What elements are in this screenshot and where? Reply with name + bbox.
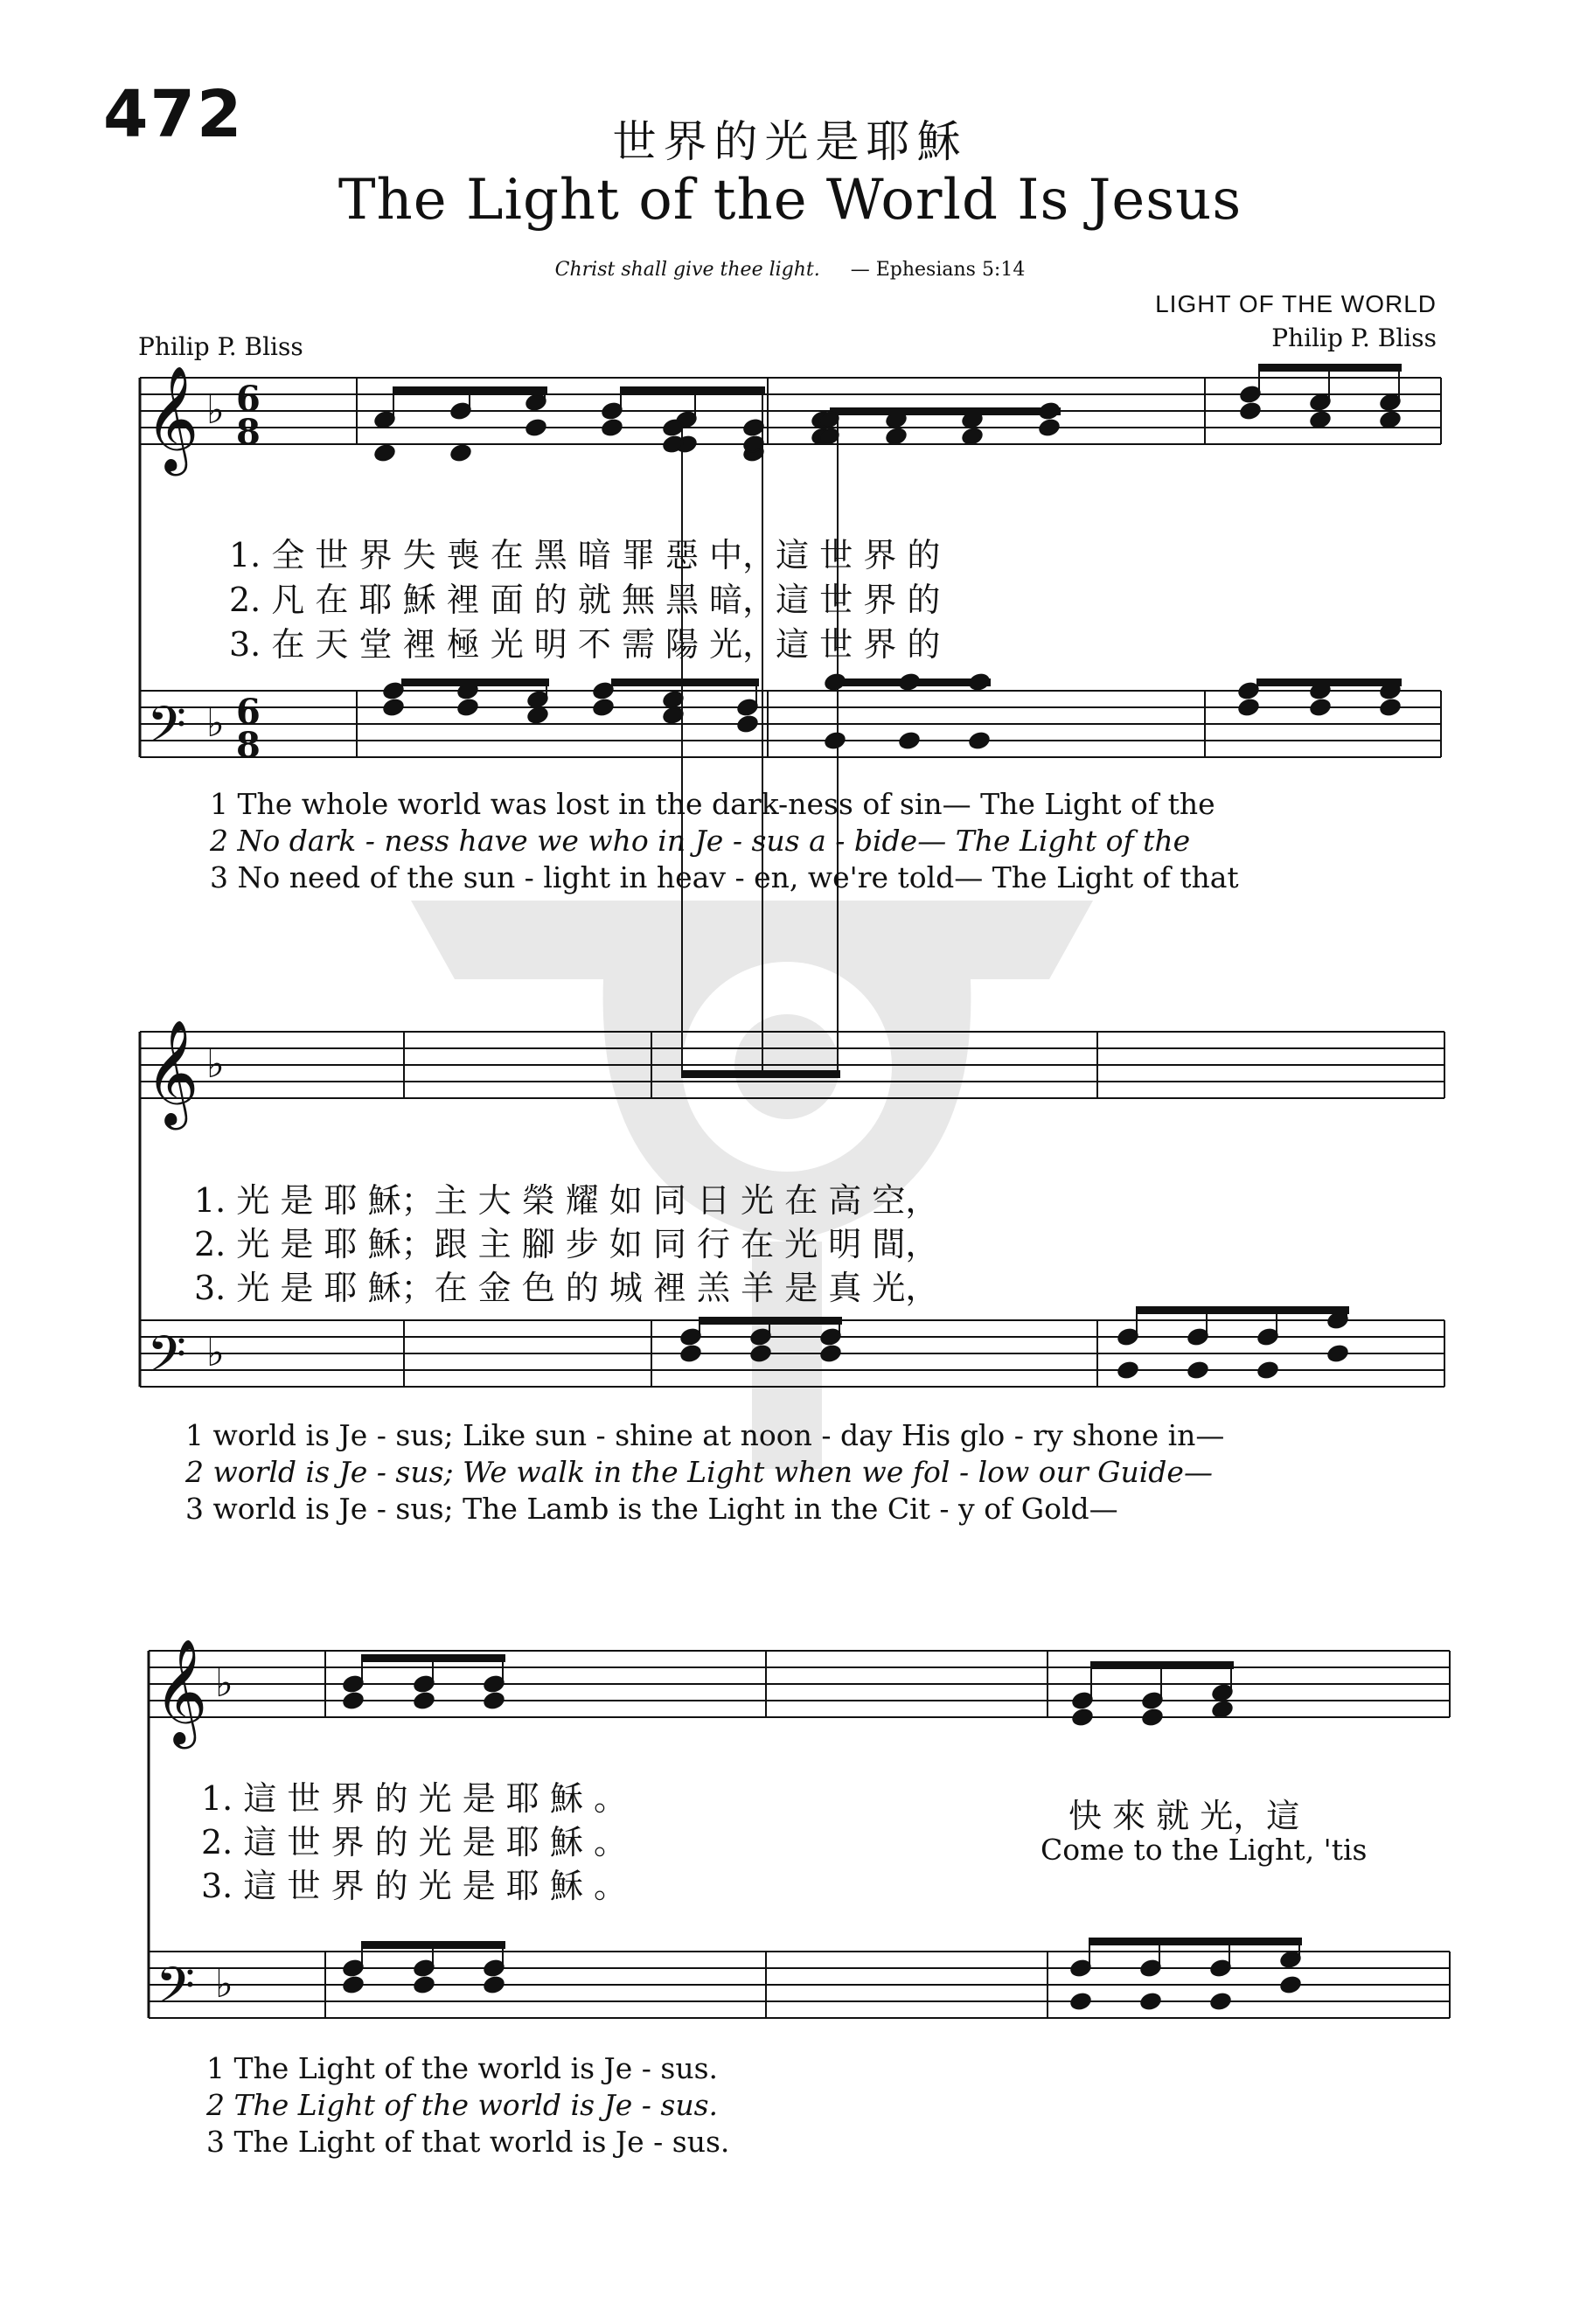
system-2-en-verse-2: 2 world is Je - sus; We walk in the Light when we fol - low our Guide— bbox=[185, 1455, 1213, 1489]
system-2-treble-staff bbox=[140, 1032, 1444, 1098]
treble-clef-icon: 𝄞 bbox=[154, 1638, 208, 1744]
note-beam bbox=[1089, 1938, 1301, 1945]
note-head bbox=[413, 1691, 435, 1711]
note-beam bbox=[700, 1318, 841, 1324]
note-head bbox=[819, 1344, 842, 1364]
note-head bbox=[1379, 698, 1402, 718]
note-head bbox=[1069, 1992, 1092, 2012]
note-head bbox=[736, 714, 759, 734]
note-beam bbox=[402, 679, 548, 685]
system-1-en-verse-2: 2 No dark - ness have we who in Je - sus a - bide— The Light of the bbox=[210, 824, 1191, 858]
system-2-zh-verse-3: 3. 光 是 耶 穌；在 金 色 的 城 裡 羔 羊 是 真 光， bbox=[194, 1269, 939, 1307]
note-head bbox=[342, 1975, 365, 1995]
system-1-en-verse-1: 1 The whole world was lost in the dark-ness of sin— The Light of the bbox=[210, 787, 1215, 821]
note-head bbox=[1309, 410, 1332, 430]
note-head bbox=[1326, 1344, 1349, 1364]
note-head bbox=[449, 443, 472, 463]
note-head bbox=[968, 731, 991, 751]
system-2-zh-verse-1: 1. 光 是 耶 穌；主 大 榮 耀 如 同 日 光 在 高 空， bbox=[194, 1181, 939, 1220]
note-head bbox=[1117, 1360, 1139, 1381]
note-head bbox=[1256, 1360, 1279, 1381]
system-1-zh-verse-2: 2. 凡 在 耶 穌 裡 面 的 就 無 黑 暗，這 世 界 的 bbox=[229, 581, 941, 619]
system-1-en-verse-3: 3 No need of the sun - light in heav - en, we're told— The Light of that bbox=[210, 860, 1239, 894]
system-3-zh-refrain: 快 來 就 光，這 bbox=[1068, 1797, 1300, 1835]
note-head bbox=[824, 731, 846, 751]
note-head bbox=[483, 1975, 505, 1995]
note-beam bbox=[621, 387, 764, 393]
system-2-en-verse-1: 1 world is Je - sus; Like sun - shine at noon - day His glo - ry shone in— bbox=[185, 1418, 1225, 1452]
note-head bbox=[1379, 410, 1402, 430]
note-beam bbox=[1259, 365, 1401, 371]
note-beam bbox=[1137, 1307, 1348, 1313]
note-head bbox=[525, 418, 547, 438]
author-credit: Philip P. Bliss bbox=[138, 332, 303, 361]
flat-icon: ♭ bbox=[206, 388, 225, 433]
scripture-citation: — Ephesians 5:14 bbox=[850, 259, 1026, 281]
note-head bbox=[413, 1975, 435, 1995]
note-head bbox=[526, 706, 549, 726]
note-head bbox=[1139, 1992, 1162, 2012]
note-head bbox=[382, 698, 405, 718]
note-head bbox=[1309, 698, 1332, 718]
note-head bbox=[679, 1344, 702, 1364]
flat-icon: ♭ bbox=[215, 1962, 233, 2007]
note-head bbox=[1187, 1360, 1209, 1381]
note-head bbox=[483, 1691, 505, 1711]
note-head bbox=[373, 443, 396, 463]
system-2-bass-staff bbox=[140, 1320, 1444, 1387]
system-3-en-verse-2: 2 The Light of the world is Je - sus. bbox=[206, 2088, 719, 2122]
note-beam bbox=[362, 1655, 505, 1661]
note-beam bbox=[1091, 1662, 1233, 1668]
note-beam bbox=[844, 679, 990, 685]
note-head bbox=[885, 427, 908, 447]
flat-icon: ♭ bbox=[206, 1042, 225, 1087]
system-3-zh-verse-1: 1. 這 世 界 的 光 是 耶 穌 。 bbox=[201, 1779, 627, 1818]
time-signature-top: 6 bbox=[236, 379, 261, 420]
flat-icon: ♭ bbox=[215, 1661, 233, 1706]
note-head bbox=[1038, 418, 1061, 438]
treble-clef-icon: 𝄞 bbox=[145, 1019, 199, 1125]
note-beam bbox=[831, 408, 1060, 414]
note-head bbox=[592, 698, 615, 718]
flat-icon: ♭ bbox=[206, 1331, 225, 1375]
bass-clef-icon: 𝄢 bbox=[147, 1325, 187, 1396]
note-head bbox=[898, 731, 921, 751]
note-head bbox=[342, 1691, 365, 1711]
time-signature-bottom: 8 bbox=[236, 412, 261, 453]
note-head bbox=[1239, 401, 1262, 421]
system-2-en-verse-3: 3 world is Je - sus; The Lamb is the Light in the Cit - y of Gold— bbox=[185, 1492, 1118, 1526]
hymn-number: 472 bbox=[103, 77, 244, 152]
note-beam bbox=[362, 1942, 505, 1948]
bass-clef-icon: 𝄢 bbox=[156, 1956, 196, 2028]
system-3-zh-verse-2: 2. 這 世 界 的 光 是 耶 穌 。 bbox=[201, 1823, 627, 1861]
note-head bbox=[601, 418, 623, 438]
note-head bbox=[1237, 698, 1260, 718]
note-head bbox=[749, 1344, 772, 1364]
bass-clef-icon: 𝄢 bbox=[147, 695, 187, 767]
system-3-en-verse-1: 1 The Light of the world is Je - sus. bbox=[206, 2051, 719, 2085]
note-beam bbox=[1257, 679, 1401, 685]
hymn-title-english: The Light of the World Is Jesus bbox=[338, 168, 1242, 233]
system-3-en-verse-3: 3 The Light of that world is Je - sus. bbox=[206, 2125, 730, 2159]
system-1-zh-verse-1: 1. 全 世 界 失 喪 在 黑 暗 罪 惡 中，這 世 界 的 bbox=[229, 536, 941, 574]
note-head bbox=[961, 427, 984, 447]
note-head bbox=[1279, 1975, 1302, 1995]
note-head bbox=[456, 698, 479, 718]
system-2-zh-verse-2: 2. 光 是 耶 穌；跟 主 腳 步 如 同 行 在 光 明 間， bbox=[194, 1225, 939, 1263]
note-head bbox=[1211, 1700, 1234, 1720]
tune-name: LIGHT OF THE WORLD bbox=[1155, 290, 1437, 317]
system-1-zh-verse-3: 3. 在 天 堂 裡 極 光 明 不 需 陽 光，這 世 界 的 bbox=[229, 625, 941, 664]
system-3-zh-verse-3: 3. 這 世 界 的 光 是 耶 穌 。 bbox=[201, 1867, 627, 1905]
system-3-en-refrain: Come to the Light, 'tis bbox=[1041, 1833, 1368, 1867]
composer-credit: Philip P. Bliss bbox=[1271, 324, 1437, 352]
note-head bbox=[1071, 1708, 1094, 1728]
note-head bbox=[1209, 1992, 1232, 2012]
note-beam bbox=[682, 1071, 839, 1077]
flat-icon: ♭ bbox=[206, 701, 225, 746]
note-beam bbox=[393, 387, 546, 393]
scripture-quote: Christ shall give thee light. bbox=[554, 259, 820, 281]
note-head bbox=[1141, 1708, 1164, 1728]
note-beam bbox=[612, 679, 758, 685]
hymn-title-chinese: 世界的光是耶穌 bbox=[612, 116, 968, 167]
time-signature-top: 6 bbox=[236, 692, 261, 733]
time-signature-bottom: 8 bbox=[236, 725, 261, 766]
treble-clef-icon: 𝄞 bbox=[145, 365, 199, 471]
